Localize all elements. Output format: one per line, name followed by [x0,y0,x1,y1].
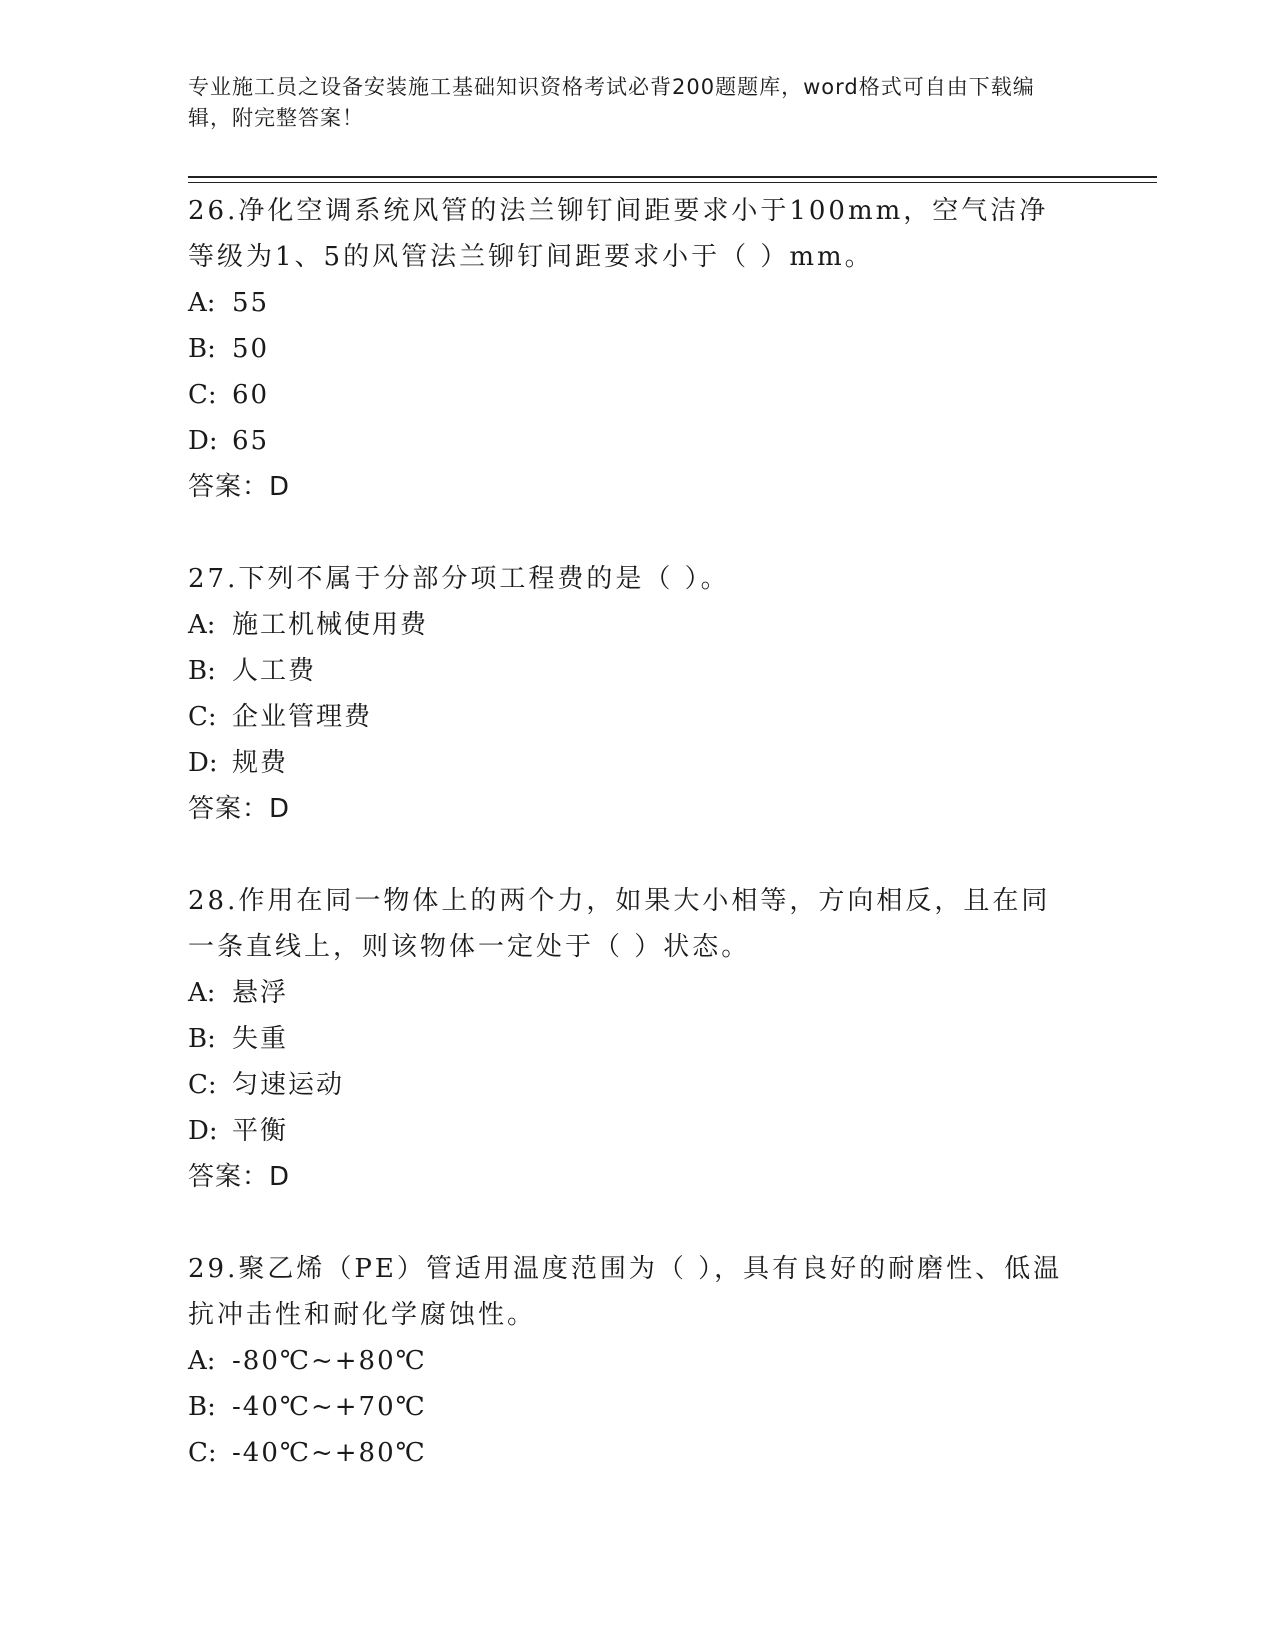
question-28 [188,878,1088,1200]
option-c [188,1430,1088,1476]
question-stem: 27.下列不属于分部分项工程费的是（ ）。 [188,564,730,594]
question-stem: 26.净化空调系统风管的法兰铆钉间距要求小于100mm，空气洁净等级为1、5的风管法兰铆钉间距要求小于（ ）mm。 [188,196,1049,272]
option-a [188,280,1088,326]
question-stem: 29.聚乙烯（PE）管适用温度范围为（ ），具有良好的耐磨性、低温抗冲击性和耐化学腐蚀性。 [188,1254,1063,1330]
option-text: 规费 [232,748,289,778]
option-text: 匀速运动 [232,1070,345,1100]
option-label: D: [188,1116,218,1146]
option-a [188,602,1088,648]
option-text: 人工费 [232,656,317,686]
answer-line: 答案：D [188,1162,291,1192]
option-text: 失重 [232,1024,289,1054]
option-b [188,648,1088,694]
option-a [188,1338,1088,1384]
option-text: 施工机械使用费 [232,610,429,640]
question-list [188,188,1088,1476]
option-c [188,694,1088,740]
answer-line: 答案：D [188,794,291,824]
option-text: -80℃~+80℃ [232,1346,427,1376]
option-label: A: [188,610,216,640]
option-a [188,970,1088,1016]
option-label: B: [188,656,216,686]
document-header: 专业施工员之设备安装施工基础知识资格考试必背200题题库，word格式可自由下载编辑，附完整答案！ [188,75,1035,130]
option-text: 65 [232,426,270,456]
question-26 [188,188,1088,510]
option-text: 企业管理费 [232,702,373,732]
option-label: B: [188,1024,216,1054]
option-label: B: [188,334,216,364]
option-label: C: [188,380,217,410]
option-d [188,1108,1088,1154]
option-b [188,326,1088,372]
option-d [188,418,1088,464]
option-label: A: [188,288,216,318]
answer-line: 答案：D [188,472,291,502]
option-label: A: [188,1346,216,1376]
question-29 [188,1246,1088,1476]
option-text: -40℃~+70℃ [232,1392,427,1422]
option-label: B: [188,1392,216,1422]
option-c [188,1062,1088,1108]
question-stem: 28.作用在同一物体上的两个力，如果大小相等，方向相反，且在同一条直线上，则该物体一定处于（ ）状态。 [188,886,1051,962]
question-27 [188,556,1088,832]
option-d [188,740,1088,786]
option-c [188,372,1088,418]
option-text: 55 [232,288,270,318]
option-b [188,1016,1088,1062]
header-rule-thick [188,176,1157,178]
option-label: C: [188,702,217,732]
option-text: -40℃~+80℃ [232,1438,427,1468]
option-label: C: [188,1438,217,1468]
option-text: 60 [232,380,270,410]
header-rule-thin [188,182,1157,183]
option-text: 悬浮 [232,978,289,1008]
option-label: D: [188,426,218,456]
option-text: 50 [232,334,270,364]
option-label: A: [188,978,216,1008]
option-label: D: [188,748,218,778]
option-label: C: [188,1070,217,1100]
option-b [188,1384,1088,1430]
option-text: 平衡 [232,1116,289,1146]
